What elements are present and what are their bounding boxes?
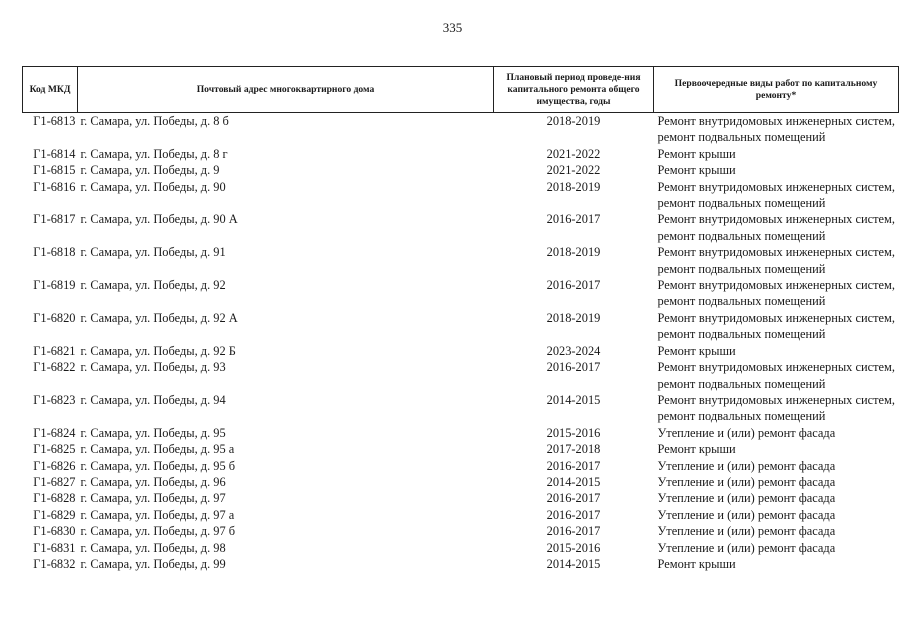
period-cell: 2016-2017 <box>546 278 601 293</box>
period-cell: 2018-2019 <box>546 179 601 194</box>
works-cell <box>654 277 899 310</box>
mkd-code-cell: Г1-6832 <box>33 556 76 571</box>
works-line: Ремонт внутридомовых инженерных систем, <box>657 360 895 375</box>
works-line: Ремонт крыши <box>657 163 736 178</box>
period-cell: 2021-2022 <box>546 163 601 178</box>
period-cell: 2018-2019 <box>546 310 601 325</box>
works-line: ремонт подвальных помещений <box>657 228 826 243</box>
address-cell: г. Самара, ул. Победы, д. 91 <box>80 245 226 260</box>
table-row <box>23 392 899 425</box>
works-cell <box>654 343 899 359</box>
period-cell: 2018-2019 <box>546 245 601 260</box>
mkd-code-cell: Г1-6831 <box>33 540 76 555</box>
table-row <box>23 162 899 178</box>
works-cell <box>654 458 899 474</box>
works-cell <box>654 392 899 425</box>
works-line: Ремонт крыши <box>657 343 736 358</box>
period-cell: 2014-2015 <box>546 556 601 571</box>
period-cell: 2014-2015 <box>546 392 601 407</box>
address-cell: г. Самара, ул. Победы, д. 95 <box>80 425 226 440</box>
address-cell: г. Самара, ул. Победы, д. 99 <box>80 556 226 571</box>
header-address: Почтовый адрес многоквартирного дома <box>78 67 494 113</box>
works-cell <box>654 425 899 441</box>
mkd-code-cell: Г1-6827 <box>33 474 76 489</box>
works-cell <box>654 211 899 244</box>
mkd-code-cell: Г1-6816 <box>33 179 76 194</box>
address-cell: г. Самара, ул. Победы, д. 92 А <box>80 310 238 325</box>
period-cell: 2016-2017 <box>546 212 601 227</box>
table-row <box>23 179 899 212</box>
mkd-code-cell: Г1-6817 <box>33 212 76 227</box>
period-cell: 2016-2017 <box>546 524 601 539</box>
works-line: Ремонт внутридомовых инженерных систем, <box>657 392 895 407</box>
address-cell: г. Самара, ул. Победы, д. 96 <box>80 474 226 489</box>
works-cell <box>654 179 899 212</box>
address-cell: г. Самара, ул. Победы, д. 92 Б <box>80 343 236 358</box>
works-line: Ремонт крыши <box>657 442 736 457</box>
works-line: Ремонт внутридомовых инженерных систем, <box>657 179 895 194</box>
works-line: Утепление и (или) ремонт фасада <box>657 458 836 473</box>
mkd-code-cell: Г1-6825 <box>33 442 76 457</box>
works-line: ремонт подвальных помещений <box>657 130 826 145</box>
table-row <box>23 523 899 539</box>
works-cell <box>654 556 899 572</box>
header-works: Первоочередные виды работ по капитальному ремонту* <box>654 67 899 113</box>
address-cell: г. Самара, ул. Победы, д. 90 А <box>80 212 238 227</box>
mkd-code-cell: Г1-6819 <box>33 278 76 293</box>
table-row <box>23 113 899 146</box>
works-cell <box>654 507 899 523</box>
table-row <box>23 244 899 277</box>
table-body <box>23 113 899 573</box>
mkd-code-cell: Г1-6815 <box>33 163 76 178</box>
works-cell <box>654 441 899 457</box>
page-number: 335 <box>442 20 463 35</box>
address-cell: г. Самара, ул. Победы, д. 92 <box>80 278 226 293</box>
address-cell: г. Самара, ул. Победы, д. 90 <box>80 179 226 194</box>
address-cell: г. Самара, ул. Победы, д. 97 б <box>80 524 236 539</box>
table-row <box>23 490 899 506</box>
table-row <box>23 556 899 572</box>
period-cell: 2014-2015 <box>546 474 601 489</box>
period-cell: 2023-2024 <box>546 343 601 358</box>
works-cell <box>654 523 899 539</box>
table-header <box>23 67 899 113</box>
period-cell: 2016-2017 <box>546 491 601 506</box>
table-row <box>23 425 899 441</box>
works-line: Ремонт внутридомовых инженерных систем, <box>657 245 895 260</box>
table-row <box>23 277 899 310</box>
repair-schedule-table <box>22 66 899 572</box>
address-cell: г. Самара, ул. Победы, д. 97 а <box>80 507 235 522</box>
period-cell: 2016-2017 <box>546 507 601 522</box>
table-row <box>23 474 899 490</box>
table-row <box>23 211 899 244</box>
works-cell <box>654 359 899 392</box>
works-cell <box>654 474 899 490</box>
header-period: Плановый период проведе-ния капитального ремонта общего имущества, годы <box>494 67 654 113</box>
works-cell <box>654 490 899 506</box>
mkd-code-cell: Г1-6820 <box>33 310 76 325</box>
mkd-code-cell: Г1-6822 <box>33 360 76 375</box>
mkd-code-cell: Г1-6826 <box>33 458 76 473</box>
works-line: Ремонт крыши <box>657 556 736 571</box>
works-line: Утепление и (или) ремонт фасада <box>657 491 836 506</box>
table-row <box>23 343 899 359</box>
works-line: ремонт подвальных помещений <box>657 294 826 309</box>
table-row <box>23 310 899 343</box>
works-line: Утепление и (или) ремонт фасада <box>657 425 836 440</box>
address-cell: г. Самара, ул. Победы, д. 9 <box>80 163 220 178</box>
header-code: Код МКД <box>23 67 78 113</box>
works-line: Утепление и (или) ремонт фасада <box>657 507 836 522</box>
works-line: ремонт подвальных помещений <box>657 376 826 391</box>
mkd-code-cell: Г1-6818 <box>33 245 76 260</box>
table-row <box>23 507 899 523</box>
table-row <box>23 146 899 162</box>
period-cell: 2018-2019 <box>546 114 601 128</box>
address-cell: г. Самара, ул. Победы, д. 97 <box>80 491 226 506</box>
works-line: ремонт подвальных помещений <box>657 196 826 211</box>
mkd-code-cell: Г1-6830 <box>33 524 76 539</box>
table-row <box>23 441 899 457</box>
mkd-code-cell: Г1-6821 <box>33 343 76 358</box>
works-line: ремонт подвальных помещений <box>657 327 826 342</box>
works-cell <box>654 113 899 146</box>
works-cell <box>654 146 899 162</box>
period-cell: 2015-2016 <box>546 540 601 555</box>
mkd-code-cell: Г1-6813 <box>33 114 76 128</box>
address-cell: г. Самара, ул. Победы, д. 95 а <box>80 442 235 457</box>
works-cell <box>654 310 899 343</box>
mkd-code-cell: Г1-6814 <box>33 146 76 161</box>
works-line: Утепление и (или) ремонт фасада <box>657 540 836 555</box>
table-row <box>23 540 899 556</box>
period-cell: 2021-2022 <box>546 146 601 161</box>
works-line: Ремонт внутридомовых инженерных систем, <box>657 278 895 293</box>
mkd-code-cell: Г1-6828 <box>33 491 76 506</box>
works-line: Ремонт внутридомовых инженерных систем, <box>657 212 895 227</box>
address-cell: г. Самара, ул. Победы, д. 93 <box>80 360 226 375</box>
mkd-code-cell: Г1-6823 <box>33 392 76 407</box>
works-line: Ремонт крыши <box>657 146 736 161</box>
works-cell <box>654 540 899 556</box>
works-cell <box>654 162 899 178</box>
period-cell: 2016-2017 <box>546 360 601 375</box>
period-cell: 2017-2018 <box>546 442 601 457</box>
works-line: Ремонт внутридомовых инженерных систем, <box>657 310 895 325</box>
works-cell <box>654 244 899 277</box>
works-line: ремонт подвальных помещений <box>657 409 826 424</box>
works-line: ремонт подвальных помещений <box>657 261 826 276</box>
works-line: Утепление и (или) ремонт фасада <box>657 524 836 539</box>
address-cell: г. Самара, ул. Победы, д. 95 б <box>80 458 236 473</box>
works-line: Ремонт внутридомовых инженерных систем, <box>657 114 895 128</box>
works-line: Утепление и (или) ремонт фасада <box>657 474 836 489</box>
address-cell: г. Самара, ул. Победы, д. 98 <box>80 540 226 555</box>
address-cell: г. Самара, ул. Победы, д. 8 б <box>80 114 229 128</box>
table-row <box>23 359 899 392</box>
address-cell: г. Самара, ул. Победы, д. 94 <box>80 392 226 407</box>
mkd-code-cell: Г1-6829 <box>33 507 76 522</box>
address-cell: г. Самара, ул. Победы, д. 8 г <box>80 146 228 161</box>
table-row <box>23 458 899 474</box>
mkd-code-cell: Г1-6824 <box>33 425 76 440</box>
period-cell: 2016-2017 <box>546 458 601 473</box>
period-cell: 2015-2016 <box>546 425 601 440</box>
